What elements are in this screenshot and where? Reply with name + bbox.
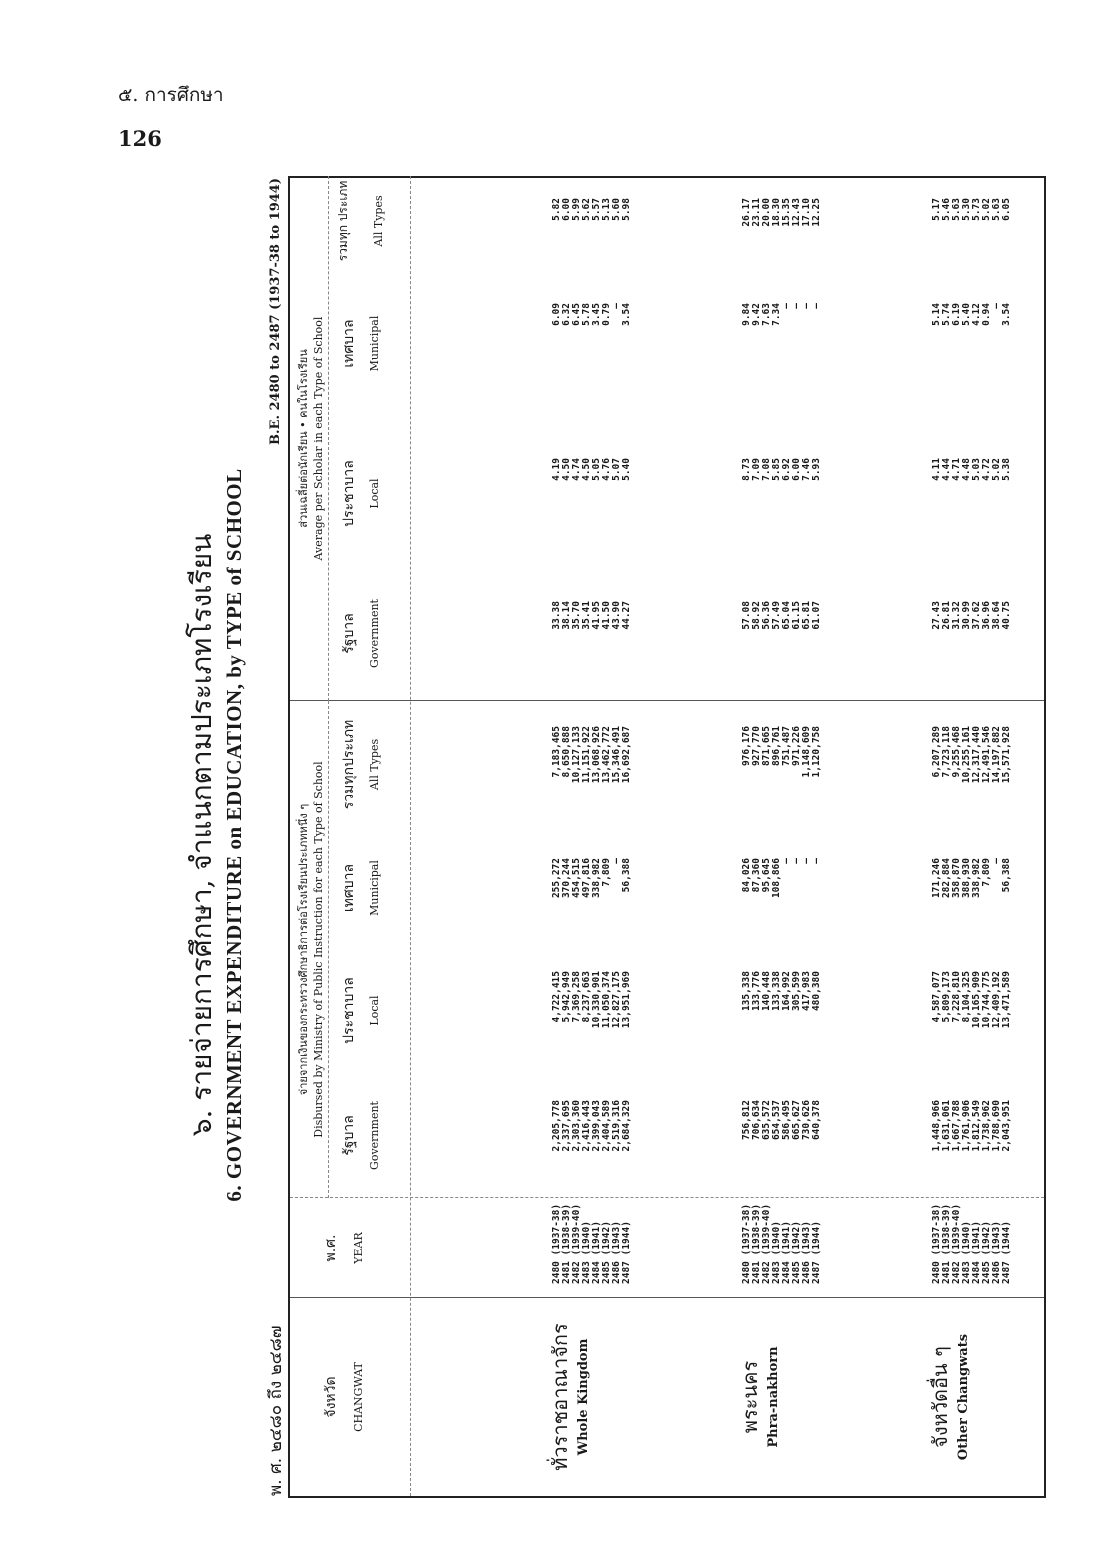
avg-government-value: 41.50 [601,601,612,630]
local-value: 11,050,374 [601,971,612,1029]
government-value: 2,337,695 [561,1100,572,1152]
government-value: 2,416,443 [581,1100,592,1152]
col-year-english: YEAR [352,1232,365,1264]
avg-all-value: 5.63 [951,198,962,221]
municipal-value: 454,515 [571,858,582,899]
avg-all-value: 6.00 [561,198,572,221]
government-value: 654,537 [771,1100,782,1141]
government-value: 640,378 [811,1100,822,1141]
avg-all-value: 5.82 [551,198,562,221]
local-value: 164,992 [781,971,792,1012]
year-cell: 2486 (1943) [801,1221,812,1284]
group1-header-thai: จ่ายจากเงินของกระทรวงศึกษาธิการต่อโรงเรียนประเภทหนึ่ง ๆ [297,803,310,1096]
government-value: 1,812,549 [971,1100,982,1152]
avg-government-value: 57.08 [741,601,752,630]
all-types-value: 12,317,440 [971,726,982,784]
all-types-value: 15,346,491 [611,726,622,784]
avg-municipal-value: — [791,303,802,309]
government-value: 2,684,329 [621,1100,632,1152]
year-cell: 2481 (1938-39) [941,1203,952,1284]
local-value: 140,448 [761,971,772,1012]
col-municipal-english: Municipal [368,860,381,916]
year-cell: 2480 (1937-38) [551,1203,562,1284]
group-name-thai: พระนคร [738,1360,762,1434]
avg-local-value: 5.38 [1001,458,1012,481]
col-year-thai: พ.ศ. [323,1234,339,1262]
government-value: 2,205,778 [551,1100,562,1152]
all-types-value: 13,462,772 [601,726,612,784]
local-value: 12,409,192 [991,971,1002,1029]
all-types-value: 871,665 [761,726,772,767]
government-value: 2,519,316 [611,1100,622,1152]
avg-municipal-value: 6.09 [551,303,562,326]
municipal-value: 108,866 [771,858,782,899]
group-name-thai: ทั่วราชอาณาจักร [548,1323,572,1471]
municipal-value: 56,388 [621,858,632,893]
avg-all-value: 5.99 [571,198,582,221]
all-types-value: 751,487 [781,726,792,767]
year-cell: 2482 (1939-40) [951,1203,962,1284]
avg-municipal-value: — [991,303,1002,309]
avg-government-value: 30.99 [961,601,972,630]
avg-government-value: 57.49 [771,601,782,630]
avg-all-value: 23.11 [751,198,762,227]
local-value: 10,744,775 [981,971,992,1029]
year-cell: 2481 (1938-39) [751,1203,762,1284]
municipal-value: 84,026 [741,858,752,893]
col-avg-local-thai: ประชาบาล [341,460,357,527]
all-types-value: 13,068,926 [591,726,602,784]
municipal-value: 95,645 [761,858,772,893]
avg-local-value: 4.72 [981,458,992,481]
all-types-value: 927,770 [751,726,762,767]
avg-municipal-value: 3.54 [1001,303,1012,326]
government-value: 1,631,061 [941,1100,952,1152]
avg-all-value: 5.63 [991,198,1002,221]
avg-municipal-value: — [811,303,822,309]
municipal-value: — [801,858,812,864]
local-value: 480,380 [811,971,822,1012]
col-government-thai: รัฐบาล [341,1115,357,1156]
avg-municipal-value: 3.45 [591,303,602,326]
group-name-english: Phra-nakhorn [766,1346,781,1448]
municipal-value: 56,388 [1001,858,1012,893]
all-types-value: 10,255,161 [961,726,972,784]
year-cell: 2480 (1937-38) [741,1203,752,1284]
avg-all-value: 26.17 [741,198,752,227]
avg-local-value: 7.08 [761,458,772,481]
local-value: 133,776 [751,971,762,1012]
avg-municipal-value: 6.19 [951,303,962,326]
municipal-value: — [811,858,822,864]
government-value: 635,572 [761,1100,772,1141]
avg-government-value: 44.27 [621,601,632,630]
col-changwat-english: CHANGWAT [352,1362,365,1432]
avg-local-value: 4.19 [551,458,562,481]
local-value: 135,338 [741,971,752,1012]
avg-local-value: 4.76 [601,458,612,481]
avg-local-value: 5.40 [621,458,632,481]
section-label: ๕. การศึกษา [118,84,224,106]
avg-all-value: 20.00 [761,198,772,227]
year-cell: 2485 (1942) [601,1221,612,1284]
avg-all-value: 12.43 [791,198,802,227]
local-value: 7,228,810 [951,971,962,1023]
all-types-value: 11,151,922 [581,726,592,784]
col-avg-local-english: Local [368,478,381,509]
avg-local-value: 6.00 [791,458,802,481]
all-types-value: 971,226 [791,726,802,767]
local-value: 4,587,077 [931,971,942,1023]
avg-all-value: 5.46 [941,198,952,221]
all-types-value: 15,571,928 [1001,726,1012,784]
all-types-value: 9,255,468 [951,726,962,778]
avg-all-value: 5.02 [981,198,992,221]
avg-government-value: 40.75 [1001,601,1012,630]
table-title-thai: ๖. รายจ่ายการศึกษา, จำแนกตามประเภทโรงเรียน [185,533,218,1137]
municipal-value: 7,809 [981,858,992,887]
avg-local-value: 7.46 [801,458,812,481]
avg-all-value: 5.73 [971,198,982,221]
group-name-english: Other Changwats [956,1333,971,1461]
municipal-value: 338,982 [971,858,982,899]
all-types-value: 1,148,609 [801,726,812,778]
year-cell: 2480 (1937-38) [931,1203,942,1284]
col-municipal-thai: เทศบาล [341,863,357,913]
municipal-value: 497,816 [581,858,592,899]
local-value: 305,599 [791,971,802,1012]
col-all-types-english: All Types [368,738,381,791]
municipal-value: 171,246 [931,858,942,899]
avg-local-value: 4.74 [571,458,582,481]
group1-header-english: Disbursed by Ministry of Public Instruction for each Type of School [312,761,325,1138]
avg-government-value: 36.96 [981,601,992,630]
col-local-thai: ประชาบาล [341,977,357,1044]
year-cell: 2487 (1944) [621,1221,632,1284]
municipal-value: — [611,858,622,864]
page-number: 126 [118,126,162,151]
government-value: 2,043,951 [1001,1100,1012,1152]
local-value: 12,827,175 [611,971,622,1029]
avg-government-value: 61.15 [791,601,802,630]
avg-all-value: 5.98 [621,198,632,221]
municipal-value: 87,360 [751,858,762,893]
local-value: 7,369,258 [571,971,582,1023]
local-value: 133,338 [771,971,782,1012]
avg-all-value: 5.13 [601,198,612,221]
col-avg-government-english: Government [368,599,381,668]
local-value: 5,809,173 [941,971,952,1023]
period-thai: พ. ศ. ๒๔๘๐ ถึง ๒๔๘๗ [266,1325,286,1496]
all-types-value: 8,650,888 [561,726,572,778]
all-types-value: 896,761 [771,726,782,767]
municipal-value: 388,930 [961,858,972,899]
avg-government-value: 56.36 [761,601,772,630]
avg-municipal-value: 5.14 [931,303,942,326]
all-types-value: 7,723,118 [941,726,952,778]
government-value: 706,634 [751,1100,762,1141]
avg-municipal-value: 4.12 [971,303,982,326]
col-avg-all-english: All Types [372,195,385,247]
all-types-value: 10,127,133 [571,726,582,784]
avg-government-value: 27.43 [931,601,942,630]
group-name-english: Whole Kingdom [576,1338,591,1456]
avg-all-value: 17.10 [801,198,812,227]
avg-local-value: 5.03 [971,458,982,481]
year-cell: 2485 (1942) [981,1221,992,1284]
avg-municipal-value: 9.42 [751,303,762,326]
avg-municipal-value: 6.32 [561,303,572,326]
avg-all-value: 5.60 [611,198,622,221]
avg-municipal-value: 5.74 [941,303,952,326]
avg-local-value: 4.50 [561,458,572,481]
government-value: 665,627 [791,1100,802,1141]
local-value: 5,942,949 [561,971,572,1023]
year-cell: 2486 (1943) [611,1221,622,1284]
period-english: B.E. 2480 to 2487 (1937-38 to 1944) [268,178,283,445]
group2-header-thai: ส่วนเฉลี่ยต่อนักเรียน • คนในโรงเรียน [297,349,310,528]
expenditure-table [288,176,1046,1498]
avg-government-value: 37.62 [971,601,982,630]
year-cell: 2483 (1940) [581,1221,592,1284]
government-value: 2,303,360 [571,1100,582,1152]
avg-government-value: 38.14 [561,601,572,630]
year-cell: 2481 (1938-39) [561,1203,572,1284]
local-value: 10,330,901 [591,971,602,1029]
avg-municipal-value: 5.78 [581,303,592,326]
local-value: 13,951,969 [621,971,632,1029]
avg-local-value: 5.05 [591,458,602,481]
avg-government-value: 65.04 [781,601,792,630]
col-all-types-thai: รวมทุกประเภท [341,719,357,810]
avg-all-value: 15.35 [781,198,792,227]
avg-municipal-value: 5.40 [961,303,972,326]
year-cell: 2483 (1940) [771,1221,782,1284]
municipal-value: — [991,858,1002,864]
year-cell: 2486 (1943) [991,1221,1002,1284]
col-avg-all-thai: รวมทุก ประเภท [336,180,350,262]
government-value: 2,399,043 [591,1100,602,1152]
avg-municipal-value: — [781,303,792,309]
avg-government-value: 61.07 [811,601,822,630]
avg-municipal-value: 0.94 [981,303,992,326]
col-avg-municipal-thai: เทศบาล [341,319,357,368]
avg-local-value: 5.85 [771,458,782,481]
year-cell: 2484 (1941) [591,1221,602,1284]
municipal-value: 255,272 [551,858,562,899]
all-types-value: 976,176 [741,726,752,767]
government-value: 586,495 [781,1100,792,1141]
avg-all-value: 5.17 [931,198,942,221]
avg-local-value: 7.09 [751,458,762,481]
avg-government-value: 35.70 [571,601,582,630]
avg-local-value: 4.11 [931,458,942,481]
avg-government-value: 35.41 [581,601,592,630]
avg-local-value: 4.71 [951,458,962,481]
avg-government-value: 41.95 [591,601,602,630]
year-cell: 2484 (1941) [781,1221,792,1284]
avg-municipal-value: 0.79 [601,303,612,326]
avg-all-value: 5.57 [591,198,602,221]
avg-all-value: 5.62 [581,198,592,221]
avg-municipal-value: 6.45 [571,303,582,326]
local-value: 10,165,909 [971,971,982,1029]
col-local-english: Local [368,995,381,1026]
avg-municipal-value: — [801,303,812,309]
year-cell: 2485 (1942) [791,1221,802,1284]
avg-all-value: 12.25 [811,198,822,227]
avg-all-value: 6.05 [1001,198,1012,221]
government-value: 2,404,589 [601,1100,612,1152]
col-avg-government-thai: รัฐบาล [341,613,357,654]
avg-municipal-value: 9.84 [741,303,752,326]
rotated-table-page [180,170,1050,1500]
year-cell: 2487 (1944) [811,1221,822,1284]
year-cell: 2487 (1944) [1001,1221,1012,1284]
year-cell: 2482 (1939-40) [571,1203,582,1284]
avg-all-value: 18.30 [771,198,782,227]
avg-municipal-value: 7.34 [771,303,782,326]
table-title-english: 6. GOVERNMENT EXPENDITURE on EDUCATION, by TYPE of SCHOOL [222,468,246,1202]
avg-government-value: 58.92 [751,601,762,630]
table-canvas [180,170,1050,1500]
avg-government-value: 65.81 [801,601,812,630]
municipal-value: — [781,858,792,864]
group2-header-english: Average per Scholar in each Type of School [312,316,325,561]
government-value: 1,761,906 [961,1100,972,1152]
municipal-value: 358,870 [951,858,962,899]
municipal-value: 282,884 [941,858,952,899]
avg-government-value: 33.38 [551,601,562,630]
local-value: 8,104,325 [961,971,972,1023]
local-value: 8,237,663 [581,971,592,1023]
avg-local-value: 4.48 [961,458,972,481]
avg-municipal-value: 7.63 [761,303,772,326]
government-value: 1,667,788 [951,1100,962,1152]
avg-municipal-value: — [611,303,622,309]
local-value: 13,471,589 [1001,971,1012,1029]
year-cell: 2484 (1941) [971,1221,982,1284]
all-types-value: 14,197,882 [991,726,1002,784]
year-cell: 2483 (1940) [961,1221,972,1284]
avg-local-value: 4.44 [941,458,952,481]
avg-local-value: 5.93 [811,458,822,481]
municipal-value: 7,809 [601,858,612,887]
local-value: 4,722,415 [551,971,562,1023]
avg-local-value: 6.92 [781,458,792,481]
all-types-value: 16,692,687 [621,726,632,784]
all-types-value: 7,183,465 [551,726,562,778]
col-government-english: Government [368,1101,381,1170]
col-changwat-thai: จังหวัด [323,1376,339,1418]
avg-local-value: 5.02 [991,458,1002,481]
government-value: 756,812 [741,1100,752,1141]
avg-government-value: 26.81 [941,601,952,630]
government-value: 730,626 [801,1100,812,1141]
avg-all-value: 5.30 [961,198,972,221]
year-cell: 2482 (1939-40) [761,1203,772,1284]
avg-municipal-value: 3.54 [621,303,632,326]
col-avg-municipal-english: Municipal [368,315,381,372]
avg-government-value: 43.90 [611,601,622,630]
municipal-value: — [791,858,802,864]
avg-government-value: 31.32 [951,601,962,630]
all-types-value: 1,120,758 [811,726,822,778]
all-types-value: 6,207,289 [931,726,942,778]
local-value: 417,983 [801,971,812,1012]
avg-local-value: 8.73 [741,458,752,481]
avg-local-value: 4.50 [581,458,592,481]
group-name-thai: จังหวัดอื่น ๆ [928,1346,952,1448]
municipal-value: 370,244 [561,858,572,899]
government-value: 1,788,690 [991,1100,1002,1152]
government-value: 1,448,966 [931,1100,942,1152]
avg-local-value: 5.07 [611,458,622,481]
municipal-value: 338,982 [591,858,602,899]
government-value: 1,738,962 [981,1100,992,1152]
all-types-value: 12,491,546 [981,726,992,784]
avg-government-value: 38.64 [991,601,1002,630]
